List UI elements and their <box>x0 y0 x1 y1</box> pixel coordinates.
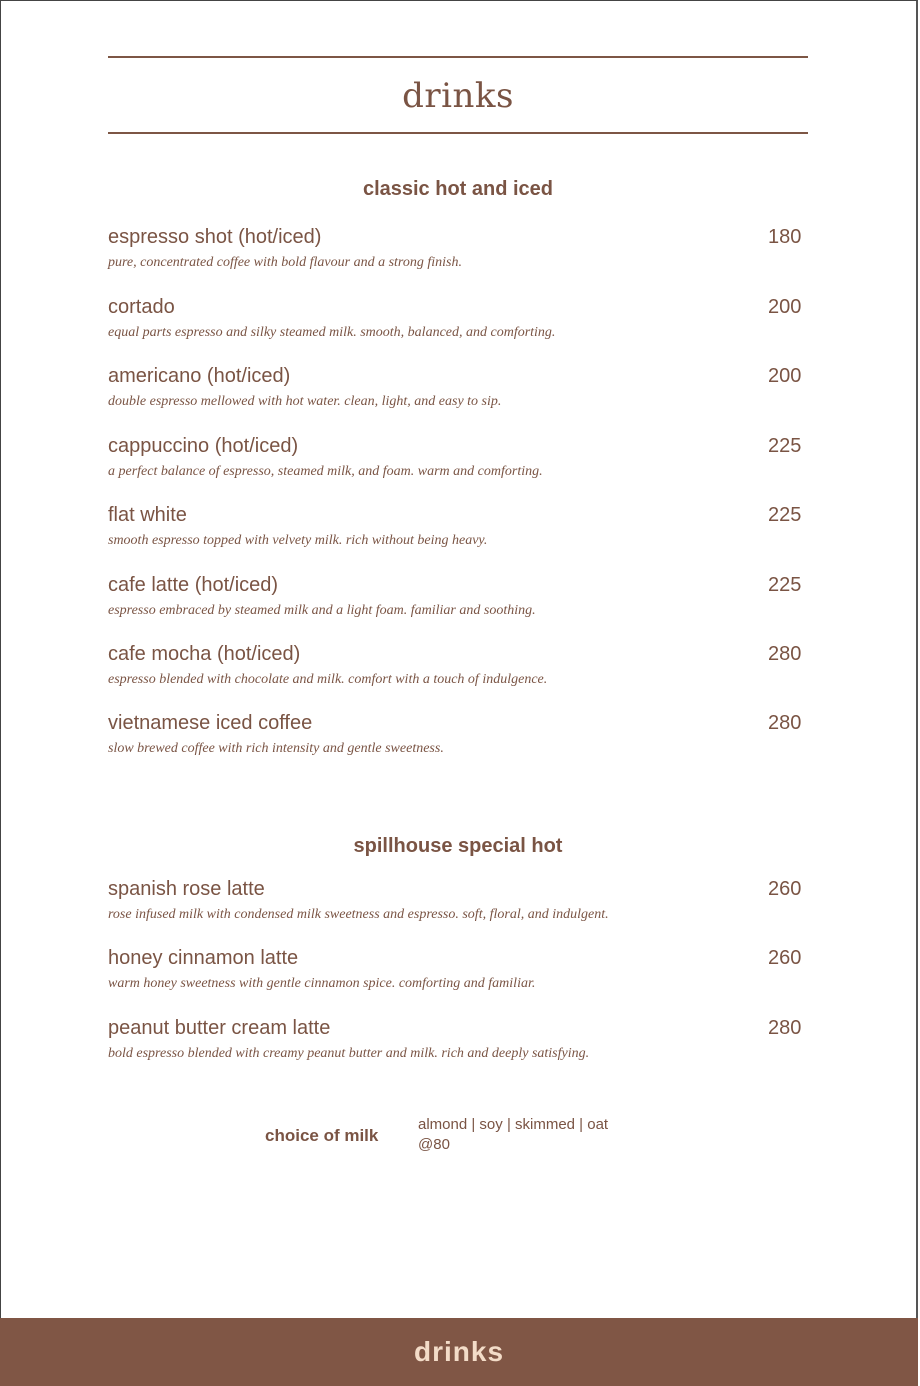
item-description: smooth espresso topped with velvety milk. rich without being heavy. <box>108 533 488 548</box>
item-description: double espresso mellowed with hot water. clean, light, and easy to sip. <box>108 394 502 409</box>
section-title-special: spillhouse special hot <box>353 835 563 857</box>
item-name: flat white <box>108 504 187 526</box>
item-description: bold espresso blended with creamy peanut butter and milk. rich and deeply satisfying. <box>108 1046 590 1061</box>
menu-item <box>108 226 808 286</box>
item-price: 280 <box>768 1017 802 1039</box>
item-description: espresso embraced by steamed milk and a light foam. familiar and soothing. <box>108 603 536 618</box>
menu-item <box>108 712 808 772</box>
item-price: 260 <box>768 878 802 900</box>
item-price: 200 <box>768 365 802 387</box>
item-price: 225 <box>768 574 802 596</box>
item-description: slow brewed coffee with rich intensity and gentle sweetness. <box>108 741 444 756</box>
item-description: a perfect balance of espresso, steamed milk, and foam. warm and comforting. <box>108 464 543 479</box>
item-name: americano (hot/iced) <box>108 365 291 387</box>
item-name: cafe mocha (hot/iced) <box>108 643 301 665</box>
item-description: equal parts espresso and silky steamed milk. smooth, balanced, and comforting. <box>108 325 556 340</box>
milk-extra-price: @80 <box>418 1136 450 1153</box>
item-price: 180 <box>768 226 802 248</box>
milk-options <box>418 1115 658 1155</box>
menu-item <box>108 1017 808 1077</box>
menu-item <box>108 947 808 1007</box>
menu-item <box>108 296 808 356</box>
menu-item <box>108 365 808 425</box>
item-name: honey cinnamon latte <box>108 947 299 969</box>
item-description: rose infused milk with condensed milk sweetness and espresso. soft, floral, and indulgent. <box>108 907 609 922</box>
item-price: 260 <box>768 947 802 969</box>
item-name: cafe latte (hot/iced) <box>108 574 279 596</box>
item-price: 200 <box>768 296 802 318</box>
menu-item <box>108 643 808 703</box>
item-price: 280 <box>768 643 802 665</box>
menu-item <box>108 878 808 938</box>
item-name: cortado <box>108 296 175 318</box>
menu-item <box>108 435 808 495</box>
footer-bar <box>0 1318 918 1386</box>
item-price: 225 <box>768 435 802 457</box>
item-name: cappuccino (hot/iced) <box>108 435 299 457</box>
menu-item <box>108 574 808 634</box>
item-name: vietnamese iced coffee <box>108 712 313 734</box>
milk-choice-label: choice of milk <box>265 1126 379 1145</box>
item-name: spanish rose latte <box>108 878 265 900</box>
item-price: 225 <box>768 504 802 526</box>
item-name: peanut butter cream latte <box>108 1017 331 1039</box>
milk-options-list: almond | soy | skimmed | oat <box>418 1116 609 1133</box>
menu-item <box>108 504 808 564</box>
page-title: drinks <box>402 76 514 116</box>
item-description: espresso blended with chocolate and milk. comfort with a touch of indulgence. <box>108 672 548 687</box>
item-description: warm honey sweetness with gentle cinnamon spice. comforting and familiar. <box>108 976 536 991</box>
item-name: espresso shot (hot/iced) <box>108 226 322 248</box>
item-price: 280 <box>768 712 802 734</box>
title-banner <box>108 56 808 134</box>
section-title-classic: classic hot and iced <box>362 178 554 200</box>
footer-title: drinks <box>413 1336 505 1367</box>
item-description: pure, concentrated coffee with bold flavour and a strong finish. <box>108 255 462 270</box>
